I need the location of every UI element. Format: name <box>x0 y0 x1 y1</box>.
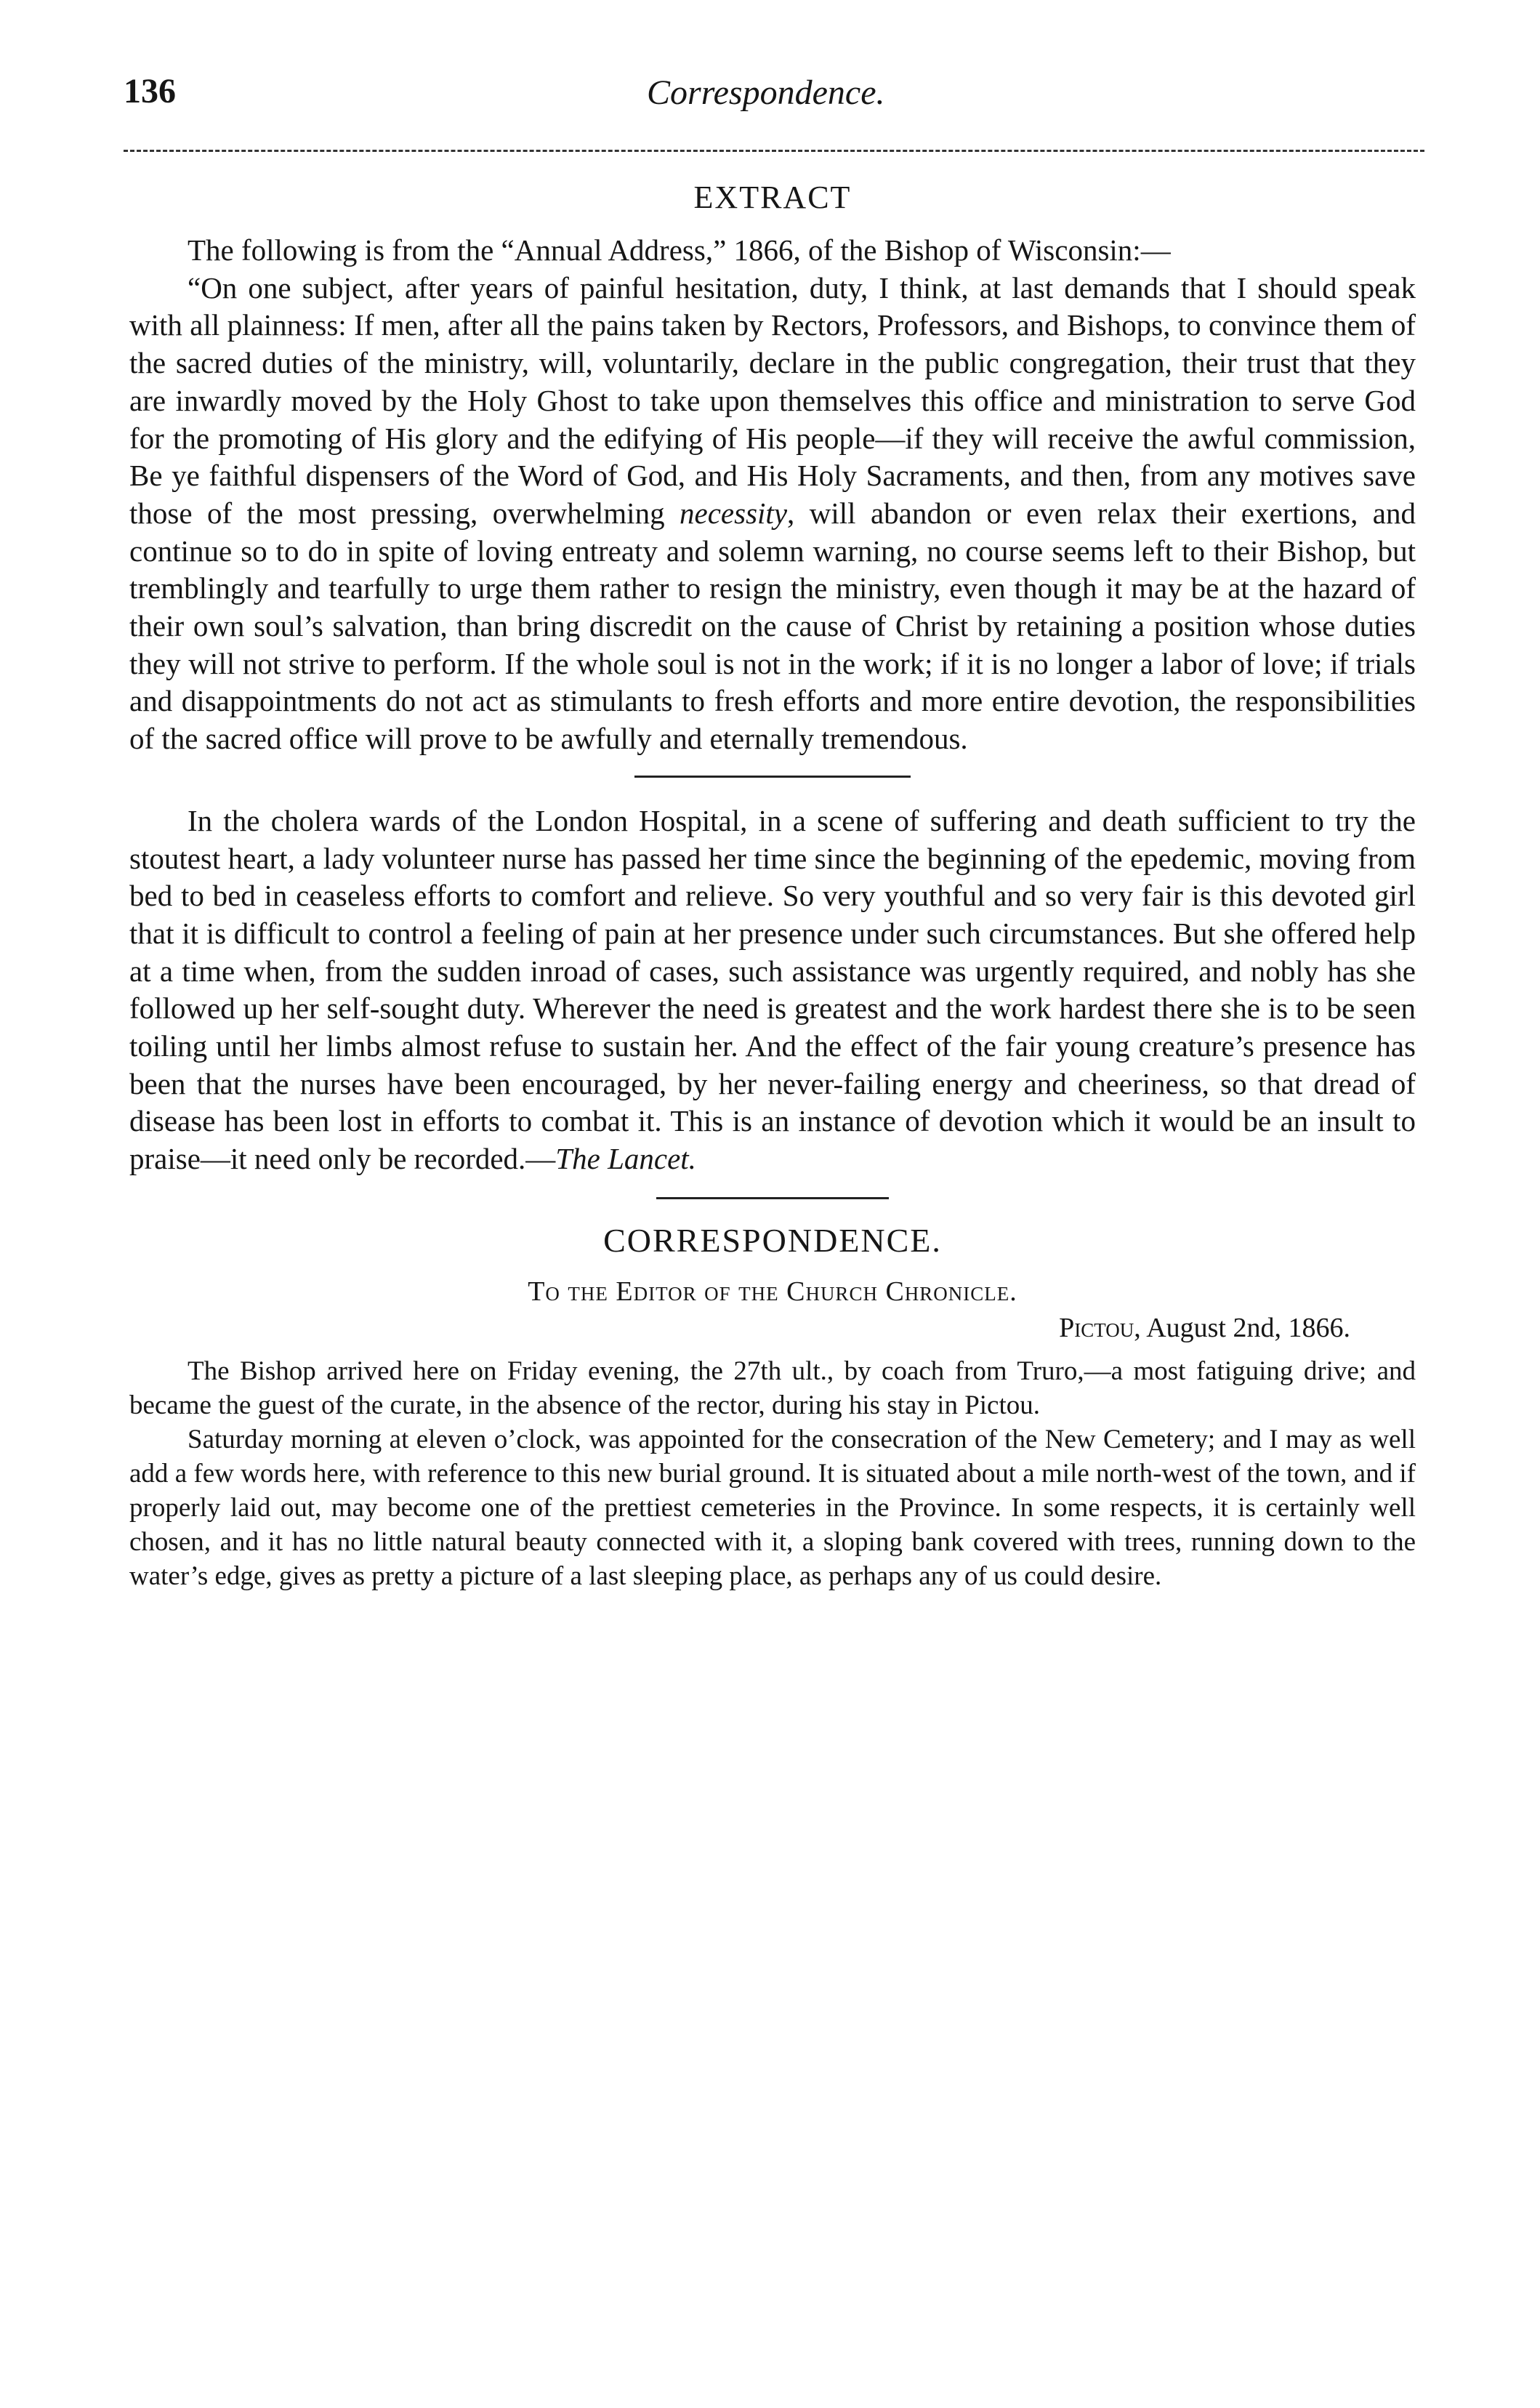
letter-paragraph: Saturday morning at eleven o’clock, was appointed for the consecration of the New Cemetery; and I may as well add a few words here, with reference to this new burial ground. It is situated about a mile north-west of the town, and if properly laid out, may become one of the prettiest cemeteries in the Province. In some respects, it is certainly well chosen, and it has no little natural beauty connected with it, a sloping bank covered with trees, running down to the water’s edge, gives as pretty a picture of a last sleeping place, as perhaps any of us could desire. <box>129 1424 1416 1591</box>
section-divider <box>634 776 911 778</box>
letter-date: August 2nd, 1866. <box>1140 1312 1350 1343</box>
quote-emphasis: necessity <box>680 496 788 530</box>
letter-salutation: To the Editor of the Church Chronicle. <box>528 1276 1017 1307</box>
quote-text-after: , will abandon or even relax their exertions, and continue so to do in spite of loving entreaty and solemn warning, no course seems left to their Bishop, but tremblingly and tearfully to urge them rather to resign the ministry, even though it may be at the hazard of their own soul’s salvation, than bring discredit on the cause of Christ by retaining a position whose duties they will not strive to perform. If the whole soul is not in the work; if it is no longer a labor of love; if trials and disappointments do not act as stimulants to fresh efforts and more entire devotion, the responsibilities of the sacred office will prove to be awfully and eternally tremendous. <box>129 496 1416 756</box>
extract-intro: The following is from the “Annual Address,” 1866, of the Bishop of Wisconsin:— <box>188 233 1171 267</box>
cholera-source: The Lancet. <box>555 1142 696 1176</box>
correspondence-title: CORRESPONDENCE. <box>603 1221 942 1259</box>
page-number: 136 <box>124 72 176 110</box>
section-divider <box>656 1197 889 1199</box>
running-head: Correspondence. <box>647 73 885 112</box>
header-rule <box>124 150 1424 152</box>
extract-title: EXTRACT <box>693 180 852 215</box>
cholera-text: In the cholera wards of the London Hospital, in a scene of suffering and death sufficient to try the stoutest heart, a lady volunteer nurse has passed her time since the beginning of the epedemic, moving from bed to bed in ceaseless efforts to comfort and relieve. So very youthful and so very fair is this devoted girl that it is difficult to control a feeling of pain at her presence under such circumstances. But she offered help at a time when, from the sudden inroad of cases, such assistance was urgently required, and nobly has she followed up her self-sought duty. Wherever the need is greatest and the work hardest there she is to be seen toiling until her limbs almost refuse to sustain her. And the effect of the fair young creature’s presence has been that the nurses have been encouraged, by her never-failing energy and cheeriness, so that dread of disease has been lost in efforts to combat it. This is an instance of devotion which it would be an insult to praise—it need only be recorded.— <box>129 803 1416 1176</box>
page-content <box>129 166 1416 1593</box>
quote-text-before: “On one subject, after years of painful hesitation, duty, I think, at last demands that I should speak with all plainness: If men, after all the pains taken by Rectors, Professors, and Bishops, to convince them of the sacred duties of the ministry, will, voluntarily, declare in the public congregation, their trust that they are inwardly moved by the Holy Ghost to take upon themselves this office and ministration to serve God for the promoting of His glory and the edifying of His people—if they will receive the awful commission, Be ye faithful dispensers of the Word of God, and His Holy Sacraments, and then, from any motives save those of the most pressing, overwhelming <box>129 270 1416 530</box>
letter-place: Pictou, <box>1059 1312 1141 1343</box>
cholera-paragraph <box>129 802 1416 1178</box>
page-header <box>124 71 1424 137</box>
extract-quote <box>129 270 1416 758</box>
letter-dateline <box>129 1312 1350 1344</box>
letter-paragraph: The Bishop arrived here on Friday evening, the 27th ult., by coach from Truro,—a most fatiguing drive; and became the guest of the curate, in the absence of the rector, during his stay in Pictou. <box>129 1356 1416 1420</box>
